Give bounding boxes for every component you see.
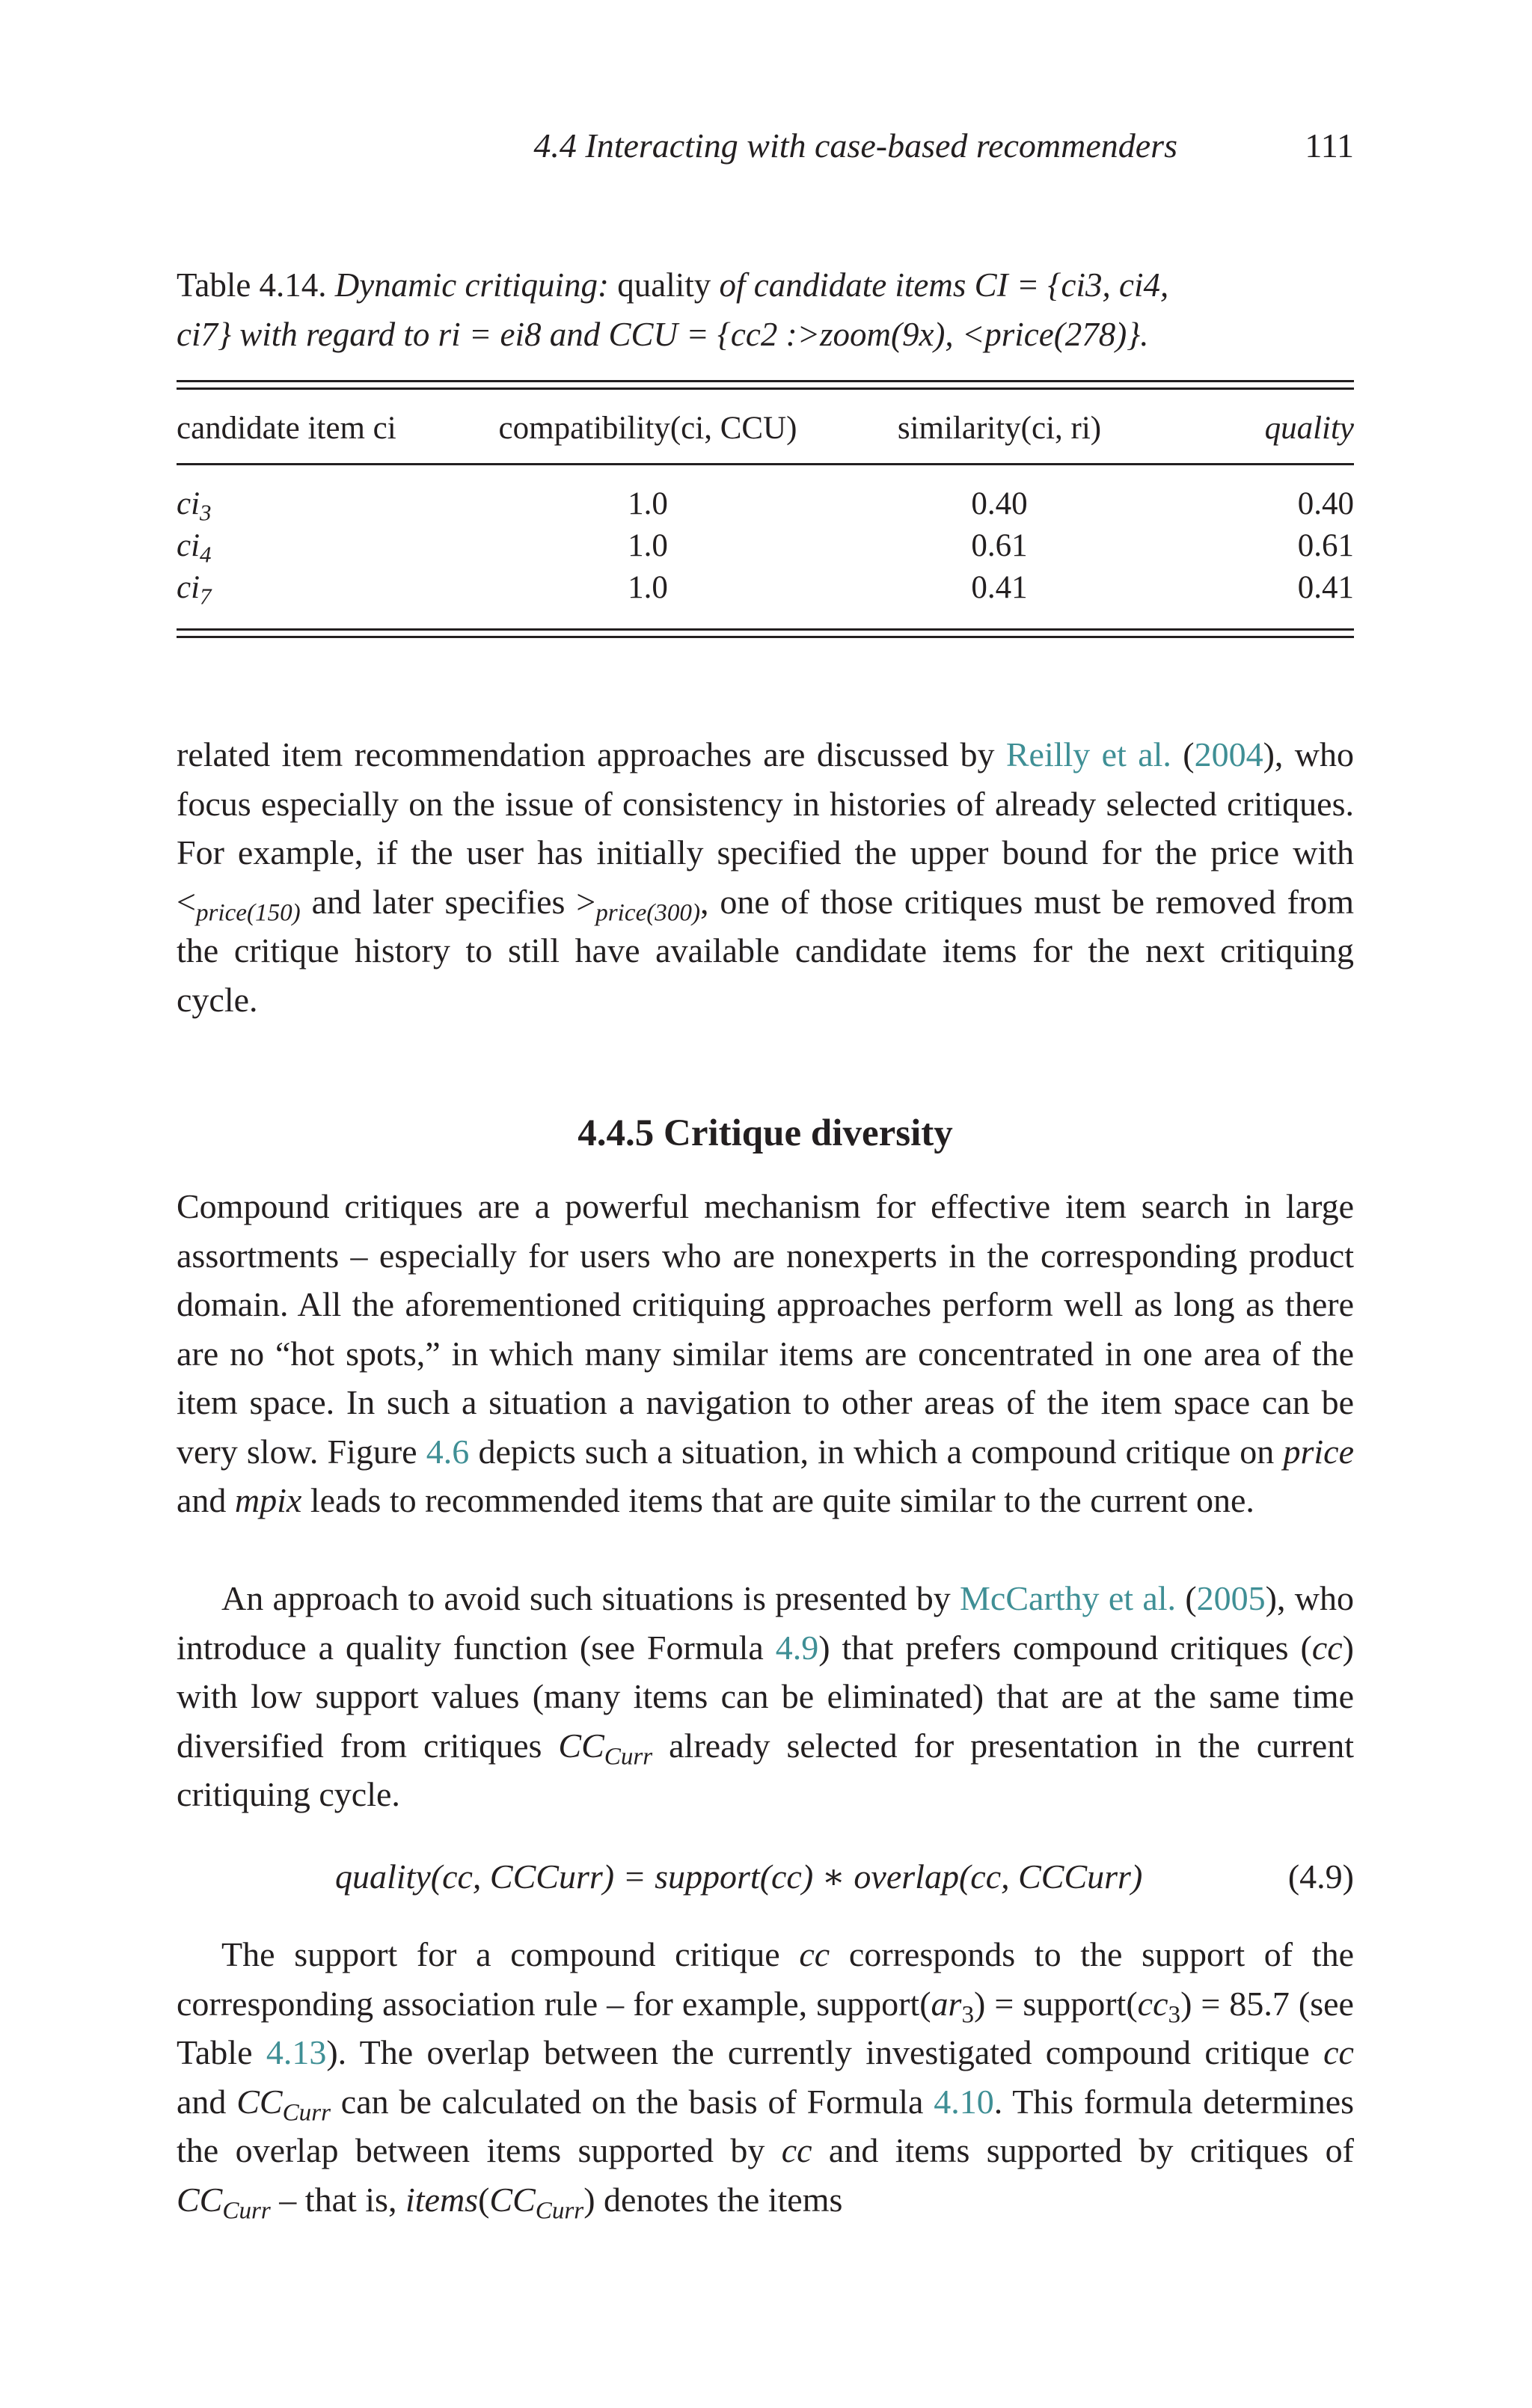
text-run: ) = support(: [974, 1984, 1138, 2023]
table-row: [177, 483, 1354, 525]
table-header-row: [177, 394, 1354, 463]
italic-term: ar: [931, 1984, 962, 2023]
text-run: – that is,: [270, 2180, 405, 2219]
cell-item-name: ci: [177, 486, 200, 521]
cell-compatibility: 1.0: [628, 570, 668, 605]
page-number: 111: [1305, 126, 1354, 165]
text-run: (: [1176, 1579, 1197, 1617]
caption-line-2: ci7} with regard to ri = ei8 and CCU = {cc2 :>zoom(9x), <price(278)}.: [177, 316, 1149, 353]
subscript: 3: [1168, 2000, 1181, 2028]
caption-label: Table 4.14.: [177, 266, 327, 304]
table-row: [177, 525, 1354, 567]
header-compatibility: compatibility(ci, CCU): [498, 411, 797, 446]
cell-item-sub: 4: [200, 541, 212, 568]
text-run: and items supported by critiques of: [812, 2131, 1354, 2169]
subscript: 3: [961, 2000, 974, 2028]
italic-term: CC: [236, 2082, 283, 2121]
paragraph-4: [177, 1930, 1354, 2224]
cell-item-sub: 3: [200, 499, 212, 526]
italic-term: cc: [1137, 1984, 1168, 2023]
caption-text: of candidate items: [719, 266, 966, 304]
text-run: related item recommendation approaches are discussed by: [177, 735, 1006, 773]
cell-quality: 0.61: [1297, 528, 1354, 563]
italic-term: cc: [781, 2131, 812, 2169]
text-run: Compound critiques are a powerful mechanism for effective item search in large assortments – especially for users who are nonexperts in the corresponding product domain. All the aforementioned critiquing approaches perform well as long as there are no “hot spots,” in which many similar items are concentrated in one area of the item space. In such a situation a navigation to other areas of the item space can be very slow. Figure: [177, 1187, 1354, 1471]
italic-term: cc: [1311, 1628, 1343, 1667]
citation-link-mccarthy[interactable]: McCarthy et al.: [960, 1579, 1177, 1617]
subscript: Curr: [282, 2098, 331, 2126]
subscript: price(150): [195, 898, 301, 926]
text-run: already selected for presentation in the current critiquing cycle.: [177, 1726, 1355, 1813]
header-candidate-item: candidate item ci: [177, 411, 396, 446]
text-run: . This formula determines the overlap between items supported by: [177, 2082, 1355, 2169]
text-run: and: [177, 2082, 237, 2121]
paragraph-2: [177, 1182, 1354, 1525]
table-top-rule: [177, 380, 1354, 390]
caption-math: CI = {ci: [974, 266, 1086, 304]
italic-term: mpix: [234, 1481, 302, 1519]
italic-term: CC: [558, 1726, 604, 1765]
cell-compatibility: 1.0: [628, 528, 668, 563]
subscript: price(300): [595, 898, 700, 926]
citation-year-link[interactable]: 2004: [1194, 735, 1263, 773]
cell-item-sub: 7: [200, 583, 212, 610]
text-run: (: [1171, 735, 1195, 773]
italic-term: price: [1283, 1432, 1354, 1471]
caption-word: quality: [617, 266, 711, 304]
table-bottom-rule: [177, 628, 1354, 638]
cell-quality: 0.40: [1297, 486, 1354, 521]
cell-compatibility: 1.0: [628, 486, 668, 521]
text-run: and later specifies >: [300, 882, 596, 921]
text-run: (: [478, 2180, 490, 2219]
text-run: ) that prefers compound critiques (: [818, 1628, 1312, 1667]
text-run: An approach to avoid such situations is presented by: [221, 1579, 960, 1617]
cell-similarity: 0.41: [971, 570, 1028, 605]
cell-similarity: 0.40: [971, 486, 1028, 521]
italic-term: items: [405, 2180, 479, 2219]
text-run: ) = 85.7 (see Table: [177, 1984, 1354, 2071]
text-run: ). The overlap between the currently investigated compound critique: [326, 2033, 1324, 2071]
cell-quality: 0.41: [1297, 570, 1354, 605]
italic-term: cc: [799, 1935, 830, 1973]
italic-term: cc: [1323, 2033, 1354, 2071]
text-run: The support for a compound critique: [221, 1935, 800, 1973]
cell-item-name: ci: [177, 570, 200, 605]
subscript: Curr: [604, 1741, 653, 1770]
text-run: ), who introduce a quality function (see Formula: [177, 1579, 1355, 1667]
text-run: ) with low support values (many items can be eliminated) that are at the same time diversified from critiques: [177, 1628, 1354, 1765]
cell-item: [177, 483, 491, 525]
table-row: [177, 567, 1354, 609]
subscript: Curr: [222, 2196, 271, 2224]
cell-similarity: 0.61: [971, 528, 1028, 563]
italic-term: CC: [177, 2180, 223, 2219]
running-head: [177, 126, 1354, 171]
italic-term: CC: [489, 2180, 536, 2219]
header-similarity: similarity(ci, ri): [897, 411, 1102, 446]
section-heading: 4.4.5 Critique diversity: [577, 1112, 953, 1154]
paragraph-3: [177, 1574, 1354, 1819]
text-run: ) denotes the items: [583, 2180, 843, 2219]
table-body: [177, 465, 1354, 628]
text-run: depicts such a situation, in which a compound critique on: [469, 1432, 1284, 1471]
caption-math-cont: 3, ci4,: [1085, 266, 1169, 304]
caption-topic: Dynamic critiquing:: [334, 266, 609, 304]
section-title: 4.4 Interacting with case-based recommenders: [533, 126, 1177, 165]
citation-link-reilly[interactable]: Reilly et al.: [1005, 735, 1171, 773]
text-run: corresponds to the support of the corresponding association rule – for example, support(: [177, 1935, 1354, 2023]
text-run: , one of those critiques must be removed from the critique history to still have available candidate items for the next critiquing cycle.: [177, 882, 1354, 1019]
data-table: [177, 380, 1354, 638]
cell-item: [177, 567, 491, 609]
table-link[interactable]: 4.13: [266, 2033, 327, 2071]
text-run: can be calculated on the basis of Formula: [331, 2082, 934, 2121]
formula-expression: quality(cc, CCCurr) = support(cc) ∗ overlap(cc, CCCurr): [335, 1857, 1143, 1896]
figure-link[interactable]: 4.6: [426, 1432, 470, 1471]
cell-item: [177, 525, 491, 567]
text-run: ), who focus especially on the issue of consistency in histories of already selected critiques. For example, if the user has initially specified the upper bound for the price with <: [177, 735, 1355, 921]
table-caption: [177, 260, 1354, 359]
header-quality: quality: [1264, 411, 1354, 446]
text-run: leads to recommended items that are quite similar to the current one.: [301, 1481, 1254, 1519]
text-run: and: [177, 1481, 235, 1519]
formula-number: (4.9): [1287, 1857, 1354, 1896]
paragraph-1: [177, 730, 1354, 1024]
citation-year-link[interactable]: 2005: [1196, 1579, 1266, 1617]
subscript: Curr: [535, 2196, 584, 2224]
formula-link[interactable]: 4.10: [934, 2082, 994, 2121]
formula-link[interactable]: 4.9: [775, 1628, 819, 1667]
cell-item-name: ci: [177, 528, 200, 563]
